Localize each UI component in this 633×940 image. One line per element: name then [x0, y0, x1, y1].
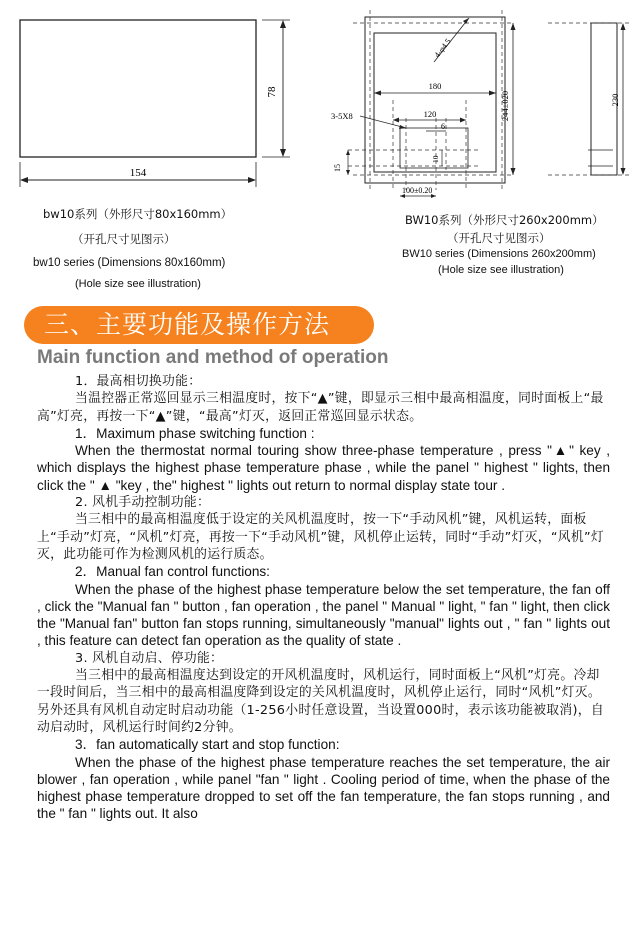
- paragraph: 1．Maximum phase switching function :: [75, 425, 315, 441]
- bw10-small-diagram: [0, 0, 300, 200]
- bw10-small-caption-cn-2: （开孔尺寸见图示）: [72, 232, 176, 246]
- paragraph: 当温控器正常巡回显示三相温度时，按下“▲”键，即显示三相中最高相温度，同时面板上“最高”灯亮，再按一下“▲”键，“最高”灯灭，返回正常巡回显示状态。: [37, 391, 604, 424]
- paragraph: When the phase of the highest phase temperature reaches the set temperature, the air blower , fan operation , while panel "fan " light . Cooling period of time, when the phase of the highest phase temperature dropped to set off the fan temperature, the fan stops running , and the " fan " lights out. It also: [37, 754, 610, 822]
- section-banner-title: 三、主要功能及操作方法: [44, 310, 331, 339]
- paragraph: 3. 风机自动启、停功能：: [75, 650, 224, 666]
- dim-120-label: 120: [423, 109, 437, 119]
- dim-6-label: 6: [441, 122, 445, 131]
- dim-244-label: 244±020: [500, 90, 510, 122]
- paragraph: 1．最高相切换功能：: [75, 374, 202, 389]
- bw10-small-caption-en-1: bw10 series (Dimensions 80x160mm): [33, 257, 226, 269]
- dim-230-label: 230: [610, 93, 620, 107]
- dim-15-label: 15: [333, 164, 342, 172]
- paragraph: 2．Manual fan control functions:: [75, 564, 270, 580]
- bw10-large-diagram: [318, 0, 633, 210]
- paragraph: When the thermostat normal touring show three-phase temperature , press "▲" key , which displays the highest phase temperature phase , while the panel " highest " lights, then click the " ▲ "key , the" highest " lights out return to normal display state tour .: [37, 443, 610, 493]
- panel-outline: [20, 20, 256, 157]
- bw10-small-caption-en-2: (Hole size see illustration): [75, 278, 201, 290]
- bw10-large-caption-en-1: BW10 series (Dimensions 260x200mm): [402, 248, 596, 260]
- section-title-en: Main function and method of operation: [37, 347, 389, 368]
- body-text: [37, 373, 610, 823]
- bw10-large-caption-cn-1: BW10系列（外形尺寸260x200mm）: [405, 213, 604, 227]
- height-dim-label: 78: [266, 86, 278, 98]
- bw10-large-caption-cn-2: （开孔尺寸见图示）: [447, 231, 551, 245]
- paragraph: 当三相中的最高相温度达到设定的开风机温度时，风机运行，同时面板上“风机”灯亮。冷却一段时间后，当三相中的最高相温度降到设定的关风机温度时，风机停止运行，同时“风机”灯灭。另外还具有风机自动定时启动功能（1-256小时任意设置，当设置000时，表示该功能被取消)，自动启动时，风机运行时间约2分钟。: [37, 668, 604, 735]
- dim-180-label: 180: [428, 81, 442, 91]
- slot-dim-label: 3-5X8: [331, 111, 353, 121]
- width-dim-label: 154: [129, 167, 147, 179]
- paragraph: 当三相中的最高相温度低于设定的关风机温度时，按一下“手动风机”键，风机运转，面板上“手动”灯亮，“风机”灯亮，再按一下“手动风机”键，风机停止运转，同时“手动”灯灭，“风机”灯灭，此功能可作为检测风机的运行质态。: [37, 512, 604, 562]
- dim-100-label: 100±0.20: [402, 186, 433, 195]
- bw10-large-caption-en-2: (Hole size see illustration): [438, 264, 564, 276]
- hole-dim-label: 4-φ4.5: [432, 36, 453, 60]
- bw10-small-caption-cn-1: bw10系列（外形尺寸80x160mm）: [43, 207, 233, 221]
- paragraph: 2. 风机手动控制功能：: [75, 495, 211, 511]
- dim-10-label: 10: [431, 155, 440, 163]
- paragraph: When the phase of the highest phase temperature below the set temperature, the fan off , click the "Manual fan " button , fan operation , the panel " Manual " light, " fan " light, then click the "Manual fan" button fan stops running, simultaneously "manual" lights out , " fan " lights out , this feature can detect fan operation as the quality of state .: [37, 581, 610, 649]
- paragraph: 3．fan automatically start and stop function:: [75, 737, 340, 753]
